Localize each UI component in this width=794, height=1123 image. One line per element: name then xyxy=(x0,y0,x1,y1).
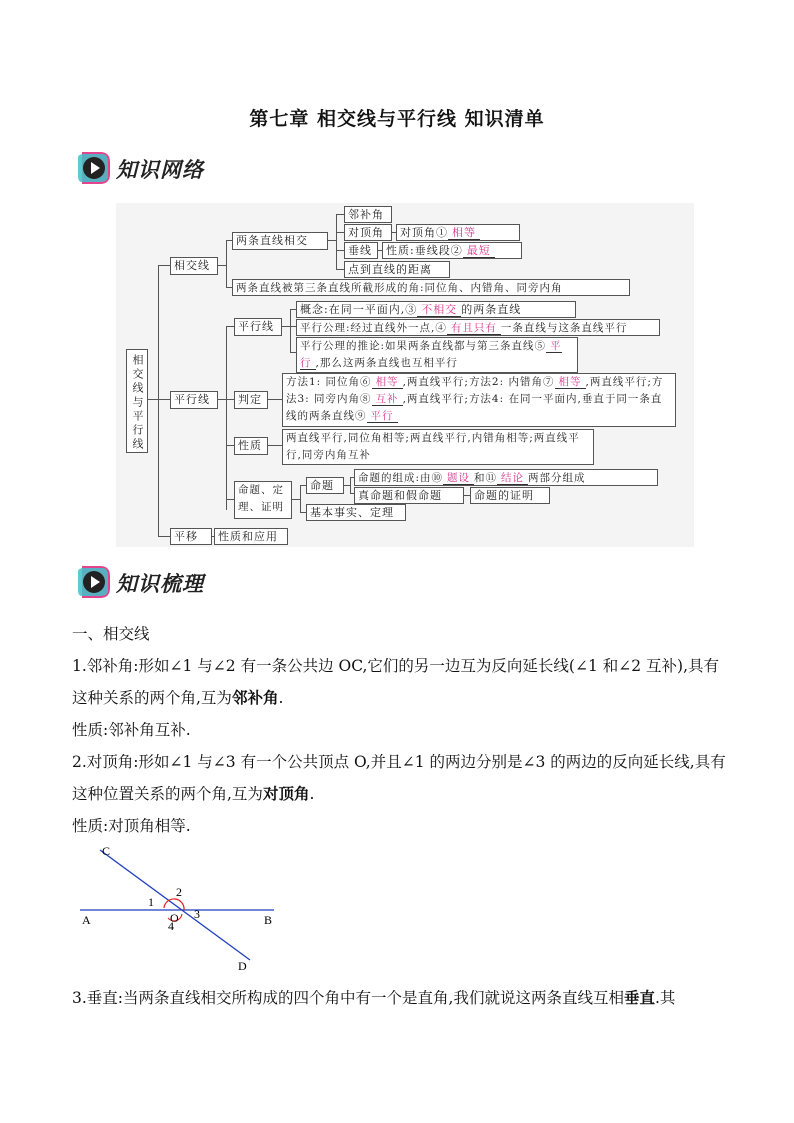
answer-6: 相等 xyxy=(372,376,403,389)
node-chuixian: 垂线 xyxy=(344,242,378,259)
node-pingyi: 平移 xyxy=(170,528,212,545)
section-title-review: 知识梳理 xyxy=(116,572,204,596)
node-zhengming: 命题的证明 xyxy=(470,487,550,504)
answer-4: 有且只有 xyxy=(447,322,501,335)
node-disantiao: 两条直线被第三条直线所截形成的角:同位角、内错角、同旁内角 xyxy=(232,279,630,296)
para-duidingjiao: 2.对顶角:形如∠1 与∠3 有一个公共顶点 O,并且∠1 的两边分别是∠3 的两边的反向延长线,具有这种位置关系的两个角,互为对顶角. xyxy=(72,753,726,803)
node-xiangjiaoxian: 相交线 xyxy=(170,257,218,275)
label-d: D xyxy=(238,959,247,973)
play-badge-icon xyxy=(74,562,114,602)
node-pingxingxian-root: 平行线 xyxy=(170,391,218,409)
node-fangfa: 方法1: 同位角⑥ 相等 ,两直线平行;方法2: 内错角⑦ 相等 ,两直线平行;方法3: 同旁内角⑧ 互补 ,两直线平行;方法4: 在同一平面内,垂直于同一条直线的两条直线⑨ 平行 xyxy=(282,373,676,427)
answer-10: 题设 xyxy=(443,472,474,485)
node-xingzhi-text: 两直线平行,同位角相等;两直线平行,内错角相等;两直线平行,同旁内角互补 xyxy=(282,429,594,465)
node-liangtiao: 两条直线相交 xyxy=(232,232,328,250)
heading-xiangjiaoxian: 一、相交线 xyxy=(72,625,150,643)
node-shishi: 基本事实、定理 xyxy=(306,504,406,521)
label-b: B xyxy=(264,913,273,927)
root-node: 相交线与平行线 xyxy=(126,349,148,453)
answer-11: 结论 xyxy=(497,472,528,485)
answer-2: 最短 xyxy=(463,244,495,258)
label-angle-2: 2 xyxy=(176,885,182,899)
para-duidingjiao-prop: 性质:对顶角相等. xyxy=(72,817,191,835)
node-tuilun: 平行公理的推论:如果两条直线都与第三条直线⑤ 平行 ,那么这两条直线也互相平行 xyxy=(296,337,578,373)
content-block xyxy=(72,618,732,842)
node-pingyi-app: 性质和应用 xyxy=(214,528,288,545)
knowledge-network-diagram xyxy=(116,203,694,547)
node-dian-juli: 点到直线的距离 xyxy=(344,261,450,278)
answer-8: 互补 xyxy=(372,393,403,406)
para-chuizhi: 3.垂直:当两条直线相交所构成的四个角中有一个是直角,我们就说这两条直线互相垂直.其 xyxy=(72,988,676,1007)
answer-9: 平行 xyxy=(367,410,398,423)
label-angle-1: 1 xyxy=(148,895,154,909)
play-badge-icon xyxy=(74,148,114,188)
label-a: A xyxy=(82,913,91,927)
node-chuixian-prop: 性质:垂线段② 最短 xyxy=(382,242,522,259)
para-linbujiao: 1.邻补角:形如∠1 与∠2 有一条公共边 OC,它们的另一边互为反向延长线(∠1 和∠2 互补),具有这种关系的两个角,互为邻补角. xyxy=(72,657,720,707)
section-header-review xyxy=(72,562,272,606)
label-angle-3: 3 xyxy=(194,907,200,921)
para-linbujiao-prop: 性质:邻补角互补. xyxy=(72,721,191,739)
content-block-2 xyxy=(72,982,732,1014)
node-panding: 判定 xyxy=(234,391,268,409)
page-title: 第七章 相交线与平行线 知识清单 xyxy=(249,108,545,130)
answer-1: 相等 xyxy=(448,226,480,240)
node-gongli: 平行公理:经过直线外一点,④ 有且只有 一条直线与这条直线平行 xyxy=(296,319,660,336)
answer-5: 平行 xyxy=(300,340,562,369)
node-zhenjia: 真命题和假命题 xyxy=(354,487,464,504)
node-mingti-group: 命题、定理、证明 xyxy=(234,481,292,519)
section-title-network: 知识网络 xyxy=(116,158,204,182)
label-c: C xyxy=(102,844,111,858)
node-xingzhi: 性质 xyxy=(234,437,268,455)
label-angle-4: 4 xyxy=(168,919,174,933)
node-gainian: 概念:在同一平面内,③ 不相交 的两条直线 xyxy=(296,301,576,318)
answer-7: 相等 xyxy=(555,376,586,389)
node-mingti: 命题 xyxy=(306,477,344,494)
line-cd xyxy=(100,850,250,960)
node-linbujiao: 邻补角 xyxy=(344,206,392,223)
label-o: O xyxy=(170,911,179,925)
node-pingxingxian: 平行线 xyxy=(234,318,282,336)
intersecting-lines-figure xyxy=(72,838,282,978)
node-zucheng: 命题的组成:由⑩ 题设 和⑪ 结论 两部分组成 xyxy=(354,469,658,486)
answer-3: 不相交 xyxy=(417,303,461,317)
section-header-network xyxy=(72,148,272,192)
node-duidingjiao: 对顶角 xyxy=(344,224,392,241)
node-duidingjiao-prop: 对顶角① 相等 xyxy=(396,224,520,241)
